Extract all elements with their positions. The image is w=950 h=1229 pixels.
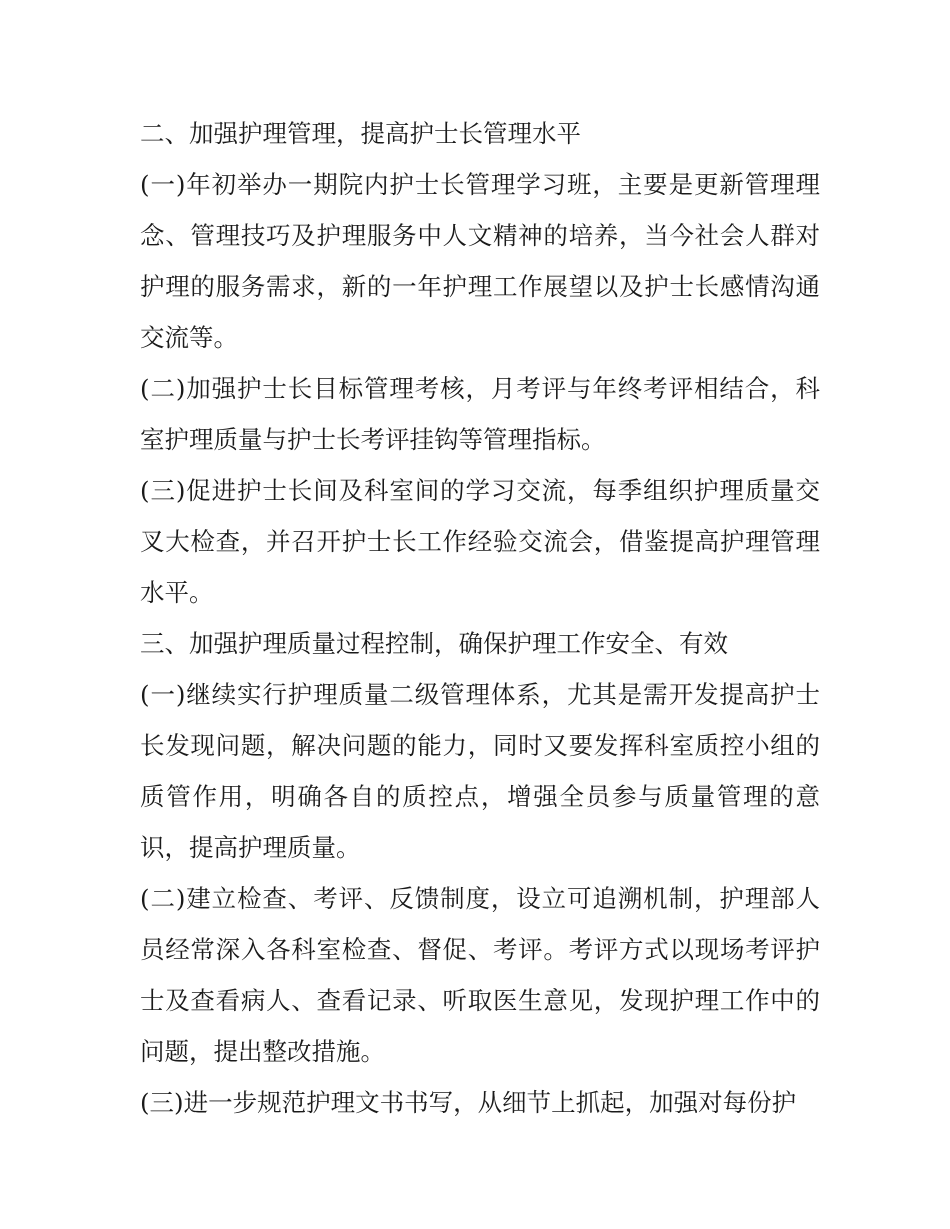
document-body xyxy=(140,108,820,1128)
paragraph-2-1: (一)年初举办一期院内护士长管理学习班，主要是更新管理理念、管理技巧及护理服务中人文精神的培养，当今社会人群对护理的服务需求，新的一年护理工作展望以及护士长感情沟通交流等。 xyxy=(140,170,820,352)
section-heading-3: 三、加强护理质量过程控制，确保护理工作安全、有效 xyxy=(140,629,728,658)
paragraph-3-1: (一)继续实行护理质量二级管理体系，尤其是需开发提高护士长发现问题，解决问题的能力，同时又要发挥科室质控小组的质管作用，明确各自的质控点，增强全员参与质量管理的意识，提高护理质量。 xyxy=(140,680,820,862)
section-heading-2: 二、加强护理管理，提高护士长管理水平 xyxy=(140,119,581,148)
paragraph-2-3: (三)促进护士长间及科室间的学习交流，每季组织护理质量交叉大检查，并召开护士长工作经验交流会，借鉴提高护理管理水平。 xyxy=(140,476,820,607)
paragraph-3-3: (三)进一步规范护理文书书写，从细节上抓起，加强对每份护 xyxy=(140,1088,797,1117)
paragraph-3-2: (二)建立检查、考评、反馈制度，设立可追溯机制，护理部人员经常深入各科室检查、督促、考评。考评方式以现场考评护士及查看病人、查看记录、听取医生意见，发现护理工作中的问题，提出整改措施。 xyxy=(140,884,820,1066)
paragraph-2-2: (二)加强护士长目标管理考核，月考评与年终考评相结合，科室护理质量与护士长考评挂钩等管理指标。 xyxy=(140,374,820,454)
